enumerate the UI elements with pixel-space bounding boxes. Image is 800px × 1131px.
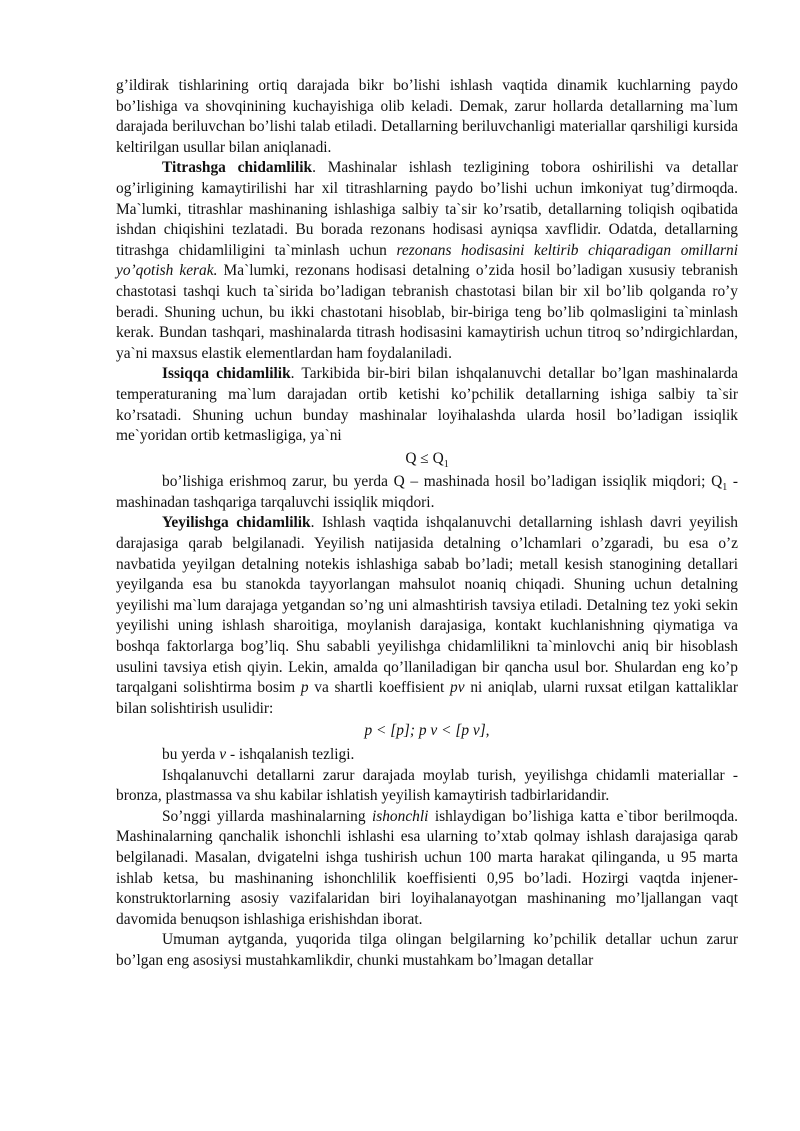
formula-heat-lhs: Q ≤ Q <box>405 449 444 467</box>
term-wear-resistance: Yeyilishga chidamlilik <box>162 514 311 532</box>
formula-heat <box>116 449 738 470</box>
paragraph-vibration <box>116 158 738 364</box>
reliability-text-1: So’nggi yillarda mashinalarning <box>162 807 372 825</box>
vibration-text-2: Ma`lumki, rezonans hodisasi detalning o’zida hosil bo’ladigan xususiy tebranish chastotasi tashqi kuch ta`sirida bo’ladigan tebranish chastotasi bilan bir xil bo’lib qolganda ro’y beradi. Shuning uchun, bu ikki chastotani hisoblab, bir-biriga teng bo’lib qolmasligini ta`minlash kerak. Bundan tashqari, mashinalarda titrash hodisasini kamaytirish uchun titroq so’ndirgichlardan, ya`ni maxsus elastik elementlardan ham foydalaniladi. <box>116 262 738 362</box>
materials-text: Ishqalanuvchi detallarni zarur darajada moylab turish, yeyilishga chidamli materiallar - bronza, plastmassa va shu kabilar ishlatish yeyilish kamaytirish tadbirlaridandir. <box>116 766 738 805</box>
velocity-var: v <box>219 746 227 763</box>
paragraph-reliability <box>116 807 738 931</box>
heat-text: . Tarkibida bir-biri bilan ishqalanuvchi detallar bo’lgan mashinalarda temperaturaning ma`lum darajadan ortib ketishi ko’pchilik detallarning ishiga salbiy ta`sir ko’rsatadi. Shuning uchun bunday mashinalar loyihalashda ularda hosil bo’ladigan issiqlik me`yoridan ortib ketmasligiga, ya`ni <box>116 365 738 445</box>
heat-after-text-1: bo’lishiga erishmoq zarur, bu yerda Q – mashinada hosil bo’ladigan issiqlik miqdori; Q <box>162 473 723 491</box>
paragraph-conclusion <box>116 930 738 971</box>
wear-var-p: p <box>300 679 309 697</box>
term-heat-resistance: Issiqqa chidamlilik <box>162 365 291 383</box>
reliability-emphasis: ishonchli <box>371 807 429 825</box>
wear-text-2: va shartli koeffisient <box>308 679 451 697</box>
intro-text: g’ildirak tishlarining ortiq darajada bikr bo’lishi ishlash vaqtida dinamik kuchlarning paydo bo’lishiga va shovqinining kuchayishiga olib keladi. Demak, zarur hollarda detallarning ma`lum darajada beriluvchan bo’lishi talab etiladi. Detallarning beriluvchanligi materiallar qarshiligi kursida keltirilgan usullar bilan aniqlanadi. <box>116 77 738 156</box>
paragraph-heat <box>116 364 738 446</box>
formula-wear <box>116 721 738 742</box>
formula-wear-text: p < [p]; p v < [p v], <box>364 722 490 740</box>
paragraph-velocity <box>116 745 738 766</box>
conclusion-text: Umuman aytganda, yuqorida tilga olingan belgilarning ko’pchilik detallar uchun zarur bo’lgan eng asosiysi mustahkamlikdir, chunki mustahkam bo’lmagan detallar <box>116 931 738 969</box>
term-vibration-resistance: Titrashga chidamlilik <box>162 159 313 177</box>
vibration-text-1: . Mashinalar ishlash tezligining tobora oshirilishi va detallar og’irligining kamaytirilishi har xil titrashlarning paydo bo’lishi uchun imkoniyat tug’dirmoqda. Ma`lumki, titrashlar mashinaning ishlashiga salbiy ta`sir ko’rsatib, detallarning toliqish oqibatida ishdan chiqishini tezlatadi. Bu borada rezonans hodisasi ayniqsa xavflidir. Odatda, detallarning titrashga chidamliligini ta`minlash uchun <box>116 159 738 259</box>
document-page <box>116 76 738 972</box>
heat-after-subscript: 1 <box>722 482 728 494</box>
paragraph-intro <box>116 76 738 158</box>
reliability-text-2: ishlaydigan bo’lishiga katta e`tibor berilmoqda. Mashinalarning qanchalik ishonchli ishlashi esa ularning to’xtab qolmay ishlash darajasiga qarab belgilanadi. Masalan, dvigatelni ishga tushirish uchun 100 marta harakat qilinganda, u 95 marta ishlab ketsa, bu mashinaning ishonchlilik koeffisienti 0,95 bo’ladi. Hozirgi vaqtda injener-konstruktorlarning asosiy vazifalaridan biri loyihalanayotgan mashinaning mo’ljallangan vaqt davomida benuqson ishlashiga erishishdan iborat. <box>116 807 738 928</box>
wear-text-1: . Ishlash vaqtida ishqalanuvchi detallarning ishlash davri yeyilish darajasiga qarab belgilanadi. Yeyilish natijasida detalning o’lchamlari o’zgaradi, bu esa o’z navbatida yeyilgan detalning notekis ishlashiga sabab bo’ladi; metall kesish stanogining detallari yeyilganda esa bu stanokda tayyorlangan mahsulot noaniq chiqadi. Shuning uchun detalning yeyilishi ma`lum darajaga yetgandan so’ng uni almashtirish tavsiya etiladi. Detalning tez yoki sekin yeyilishi uning ishlash sharoitiga, moylanish darajasiga, kontakt kuchlanishning qiymatiga va boshqa faktorlarga bog’liq. Shu sababli yeyilishga chidamlilikni ta`minlovchi aniq bir hisoblash usulini tavsiya etish qiyin. Lekin, amalda qo’llaniladigan bir qancha usul bor. Shulardan eng ko’p tarqalgani solishtirma bosim <box>116 514 738 697</box>
formula-heat-subscript: 1 <box>443 458 449 470</box>
wear-text-3: ni aniqlab, ularni ruxsat etilgan kattaliklar bilan solishtirish usulidir: <box>116 679 738 717</box>
vibration-emphasis: rezonans hodisasini keltirib chiqaradigan omillarni yo’qotish kerak. <box>116 241 738 280</box>
paragraph-wear <box>116 513 738 719</box>
heat-after-text-2: - mashinadan tashqariga tarqaluvchi issiqlik miqdori. <box>116 473 738 511</box>
velocity-prefix: bu yerda <box>162 746 220 763</box>
wear-var-pv: pv <box>450 679 465 697</box>
paragraph-heat-explanation <box>116 472 738 513</box>
paragraph-materials <box>116 766 738 807</box>
velocity-text: - ishqalanish tezligi. <box>226 746 355 763</box>
